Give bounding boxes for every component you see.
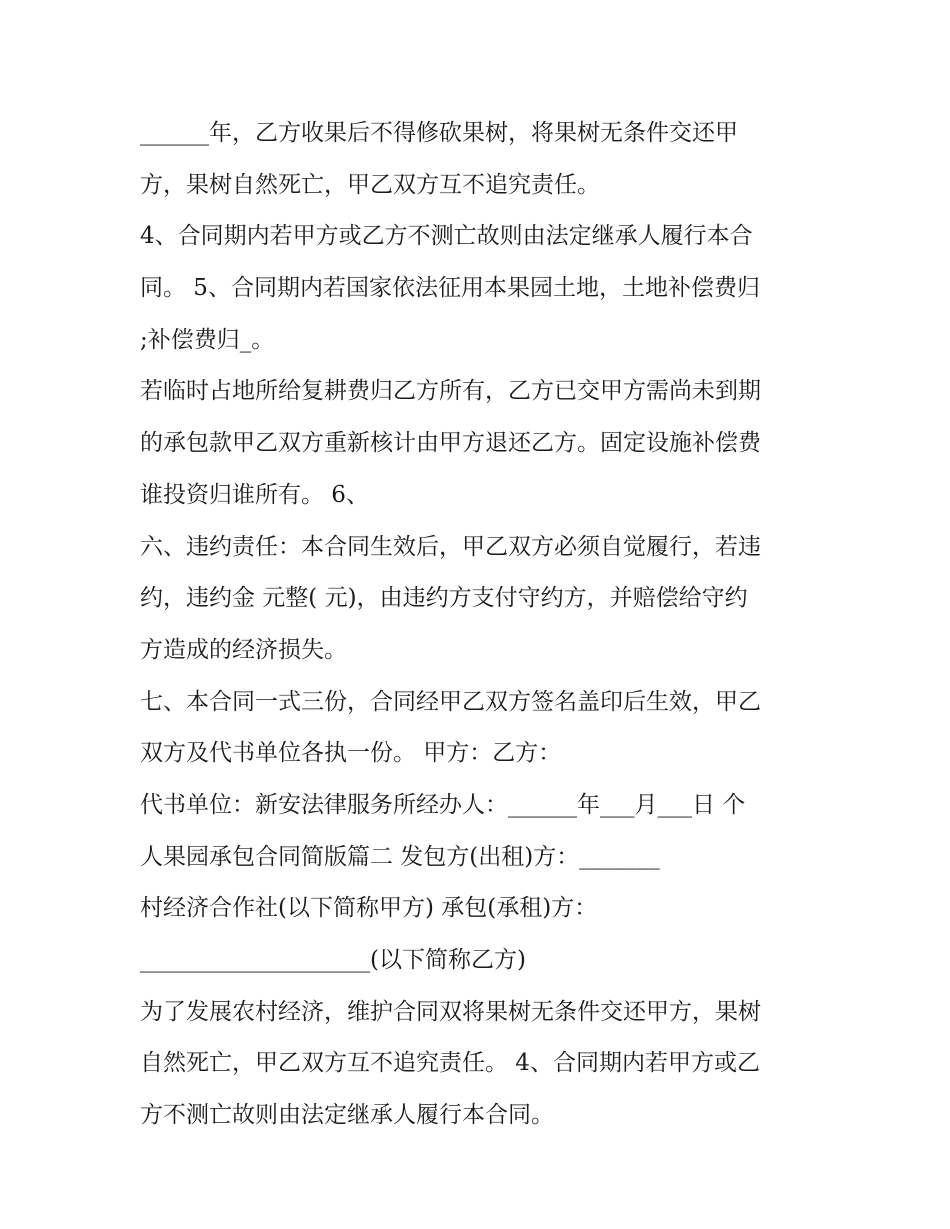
- text-line: 六、违约责任：本合同生效后，甲乙双方必须自觉履行，若违: [140, 533, 761, 560]
- text-line: ______年，乙方收果后不得修砍果树，将果树无条件交还甲: [140, 120, 738, 146]
- text-line: 自然死亡，甲乙双方互不追究责任。 4、合同期内若甲方或乙: [140, 1050, 760, 1077]
- text-line: 方不测亡故则由法定继承人履行本合同。: [140, 1102, 554, 1129]
- text-line: 同。 5、合同期内若国家依法征用本果园土地，土地补偿费归: [140, 275, 760, 302]
- text-line: 人果园承包合同简版篇二 发包方(出租)方：_______: [140, 843, 660, 870]
- document-body: [140, 108, 820, 1142]
- text-line: 方，果树自然死亡，甲乙双方互不追究责任。: [140, 171, 600, 198]
- text-line: ____________________(以下简称乙方): [140, 947, 526, 973]
- text-line: 村经济合作社(以下简称甲方) 承包(承租)方：: [140, 895, 598, 922]
- text-line: 方造成的经济损失。: [140, 636, 347, 663]
- text-line: 谁投资归谁所有。 6、: [140, 481, 369, 508]
- text-line: 约，违约金 元整( 元)，由违约方支付守约方，并赔偿给守约: [140, 585, 748, 612]
- text-line: 为了发展农村经济，维护合同双将果树无条件交还甲方，果树: [140, 998, 761, 1025]
- text-line: 七、本合同一式三份，合同经甲乙双方签名盖印后生效，甲乙: [140, 688, 761, 715]
- text-line: 双方及代书单位各执一份。 甲方：乙方：: [140, 740, 562, 767]
- text-line: 的承包款甲乙双方重新核计由甲方退还乙方。固定设施补偿费: [140, 430, 761, 457]
- text-line: 若临时占地所给复耕费归乙方所有，乙方已交甲方需尚未到期: [140, 378, 761, 405]
- text-line: 4、合同期内若甲方或乙方不测亡故则由法定继承人履行本合: [140, 223, 753, 250]
- text-line: 代书单位：新安法律服务所经办人：______年___月___日 个: [140, 791, 746, 818]
- text-line: ;补偿费归_。: [140, 326, 275, 353]
